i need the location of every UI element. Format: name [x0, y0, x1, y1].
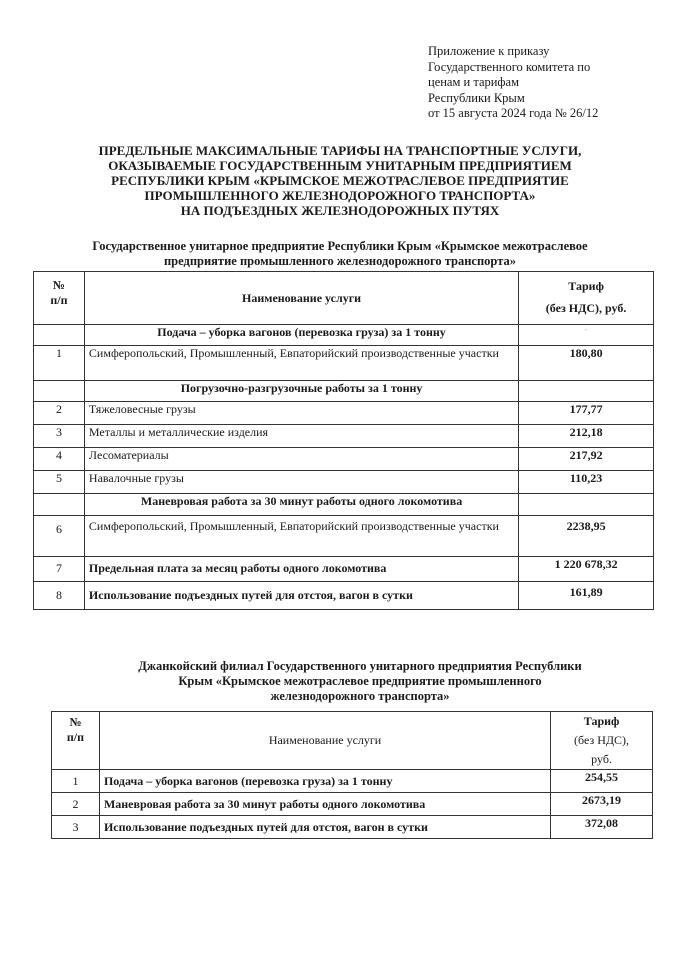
appendix-line: Приложение к приказу	[428, 44, 550, 58]
title-line: ПРОМЫШЛЕННОГО ЖЕЛЕЗНОДОРОЖНОГО ТРАНСПОРТА»	[144, 188, 536, 203]
header-tariff-line: руб.	[591, 752, 612, 766]
row-name: Использование подъездных путей для отстоя, вагон в сутки	[99, 816, 550, 839]
table-row	[34, 516, 654, 557]
caption-line: Джанкойский филиал Государственного унитарного предприятия Республики	[138, 659, 582, 673]
row-num: 8	[34, 582, 85, 610]
section-title: Погрузочно-разгрузочные работы за 1 тонну	[84, 381, 518, 402]
row-tariff: 2673,19	[551, 793, 653, 816]
table-row	[34, 471, 654, 494]
title-line: НА ПОДЪЕЗДНЫХ ЖЕЛЕЗНОДОРОЖНЫХ ПУТЯХ	[180, 203, 500, 218]
caption-line: предприятие промышленного железнодорожного транспорта»	[163, 254, 517, 268]
row-name: Использование подъездных путей для отстоя, вагон в сутки	[84, 582, 518, 610]
tariff-table-dzhankoy	[51, 711, 653, 839]
row-tariff: 2238,95	[519, 516, 654, 557]
table2-caption	[110, 659, 610, 704]
appendix-line: Республики Крым	[428, 90, 525, 105]
header-num-line: п/п	[50, 293, 68, 307]
row-tariff: 212,18	[519, 425, 654, 448]
table-row	[34, 582, 654, 610]
row-tariff: 372,08	[551, 816, 653, 839]
empty-cell	[34, 381, 85, 402]
row-tariff: 177,77	[519, 402, 654, 425]
header-num	[52, 712, 100, 770]
header-name: Наименование услуги	[99, 712, 550, 770]
caption-line: Крым «Крымское межотраслевое предприятие промышленного	[178, 674, 542, 688]
row-tariff: 180,80	[519, 346, 654, 381]
table-row	[34, 557, 654, 582]
appendix-line: ценам и тарифам	[428, 75, 519, 89]
row-num: 5	[34, 471, 85, 494]
row-tariff: 161,89	[519, 582, 654, 610]
empty-cell	[519, 381, 654, 402]
table-row	[34, 448, 654, 471]
row-tariff: 110,23	[519, 471, 654, 494]
caption-line: Государственное унитарное предприятие Республики Крым «Крымское межотраслевое	[92, 239, 588, 253]
document-title	[60, 143, 620, 218]
header-num-line: №	[69, 715, 82, 729]
table1-caption	[40, 239, 640, 269]
row-tariff: 1 220 678,32	[519, 557, 654, 582]
header-name: Наименование услуги	[84, 272, 518, 325]
row-num: 6	[34, 516, 85, 557]
empty-cell	[34, 494, 85, 516]
row-tariff: 217,92	[519, 448, 654, 471]
row-name: Симферопольский, Промышленный, Евпаторийский производственные участки	[84, 516, 518, 557]
row-name: Металлы и металлические изделия	[84, 425, 518, 448]
table-row	[52, 793, 653, 816]
table-row	[52, 770, 653, 793]
header-tariff	[551, 712, 653, 770]
row-num: 2	[52, 793, 100, 816]
table-header-row	[52, 712, 653, 770]
row-name: Навалочные грузы	[84, 471, 518, 494]
row-num: 3	[34, 425, 85, 448]
header-num	[34, 272, 85, 325]
title-line: ОКАЗЫВАЕМЫЕ ГОСУДАРСТВЕННЫМ УНИТАРНЫМ ПРЕДПРИЯТИЕМ	[108, 158, 572, 173]
row-num: 1	[34, 346, 85, 381]
header-tariff-line: (без НДС),	[574, 733, 630, 747]
empty-cell	[34, 325, 85, 346]
section-title: Маневровая работа за 30 минут работы одного локомотива	[84, 494, 518, 516]
header-num-line: п/п	[66, 730, 85, 744]
empty-cell	[519, 494, 654, 516]
table-row	[34, 402, 654, 425]
section-row	[34, 381, 654, 402]
row-name: Лесоматериалы	[84, 448, 518, 471]
row-num: 2	[34, 402, 85, 425]
row-name: Маневровая работа за 30 минут работы одного локомотива	[99, 793, 550, 816]
row-name: Подача – уборка вагонов (перевозка груза) за 1 тонну	[99, 770, 550, 793]
section-row	[34, 494, 654, 516]
row-name: Тяжеловесные грузы	[84, 402, 518, 425]
header-tariff-line: Тариф	[583, 714, 620, 728]
appendix-note	[428, 44, 598, 122]
row-name: Симферопольский, Промышленный, Евпаторийский производственные участки	[84, 346, 518, 381]
table-row	[52, 816, 653, 839]
header-num-line: №	[52, 278, 65, 292]
title-line: ПРЕДЕЛЬНЫЕ МАКСИМАЛЬНЫЕ ТАРИФЫ НА ТРАНСПОРТНЫЕ УСЛУГИ,	[98, 143, 582, 158]
appendix-line: от 15 августа 2024 года № 26/12	[428, 106, 599, 120]
header-tariff-line: (без НДС), руб.	[545, 301, 627, 315]
caption-line: железнодорожного транспорта»	[270, 689, 450, 703]
table-row	[34, 346, 654, 381]
section-title: Подача – уборка вагонов (перевозка груза) за 1 тонну	[84, 325, 518, 346]
row-num: 1	[52, 770, 100, 793]
title-line: РЕСПУБЛИКИ КРЫМ «КРЫМСКОЕ МЕЖОТРАСЛЕВОЕ ПРЕДПРИЯТИЕ	[111, 173, 569, 188]
row-num: 7	[34, 557, 85, 582]
section-tariff: -	[519, 325, 654, 346]
header-tariff-line: Тариф	[568, 279, 604, 293]
header-tariff	[519, 272, 654, 325]
row-num: 4	[34, 448, 85, 471]
section-row	[34, 325, 654, 346]
row-name: Предельная плата за месяц работы одного локомотива	[84, 557, 518, 582]
row-num: 3	[52, 816, 100, 839]
table-header-row	[34, 272, 654, 325]
row-tariff: 254,55	[551, 770, 653, 793]
appendix-line: Государственного комитета по	[428, 59, 591, 74]
tariff-table-main	[33, 271, 654, 610]
table-row	[34, 425, 654, 448]
